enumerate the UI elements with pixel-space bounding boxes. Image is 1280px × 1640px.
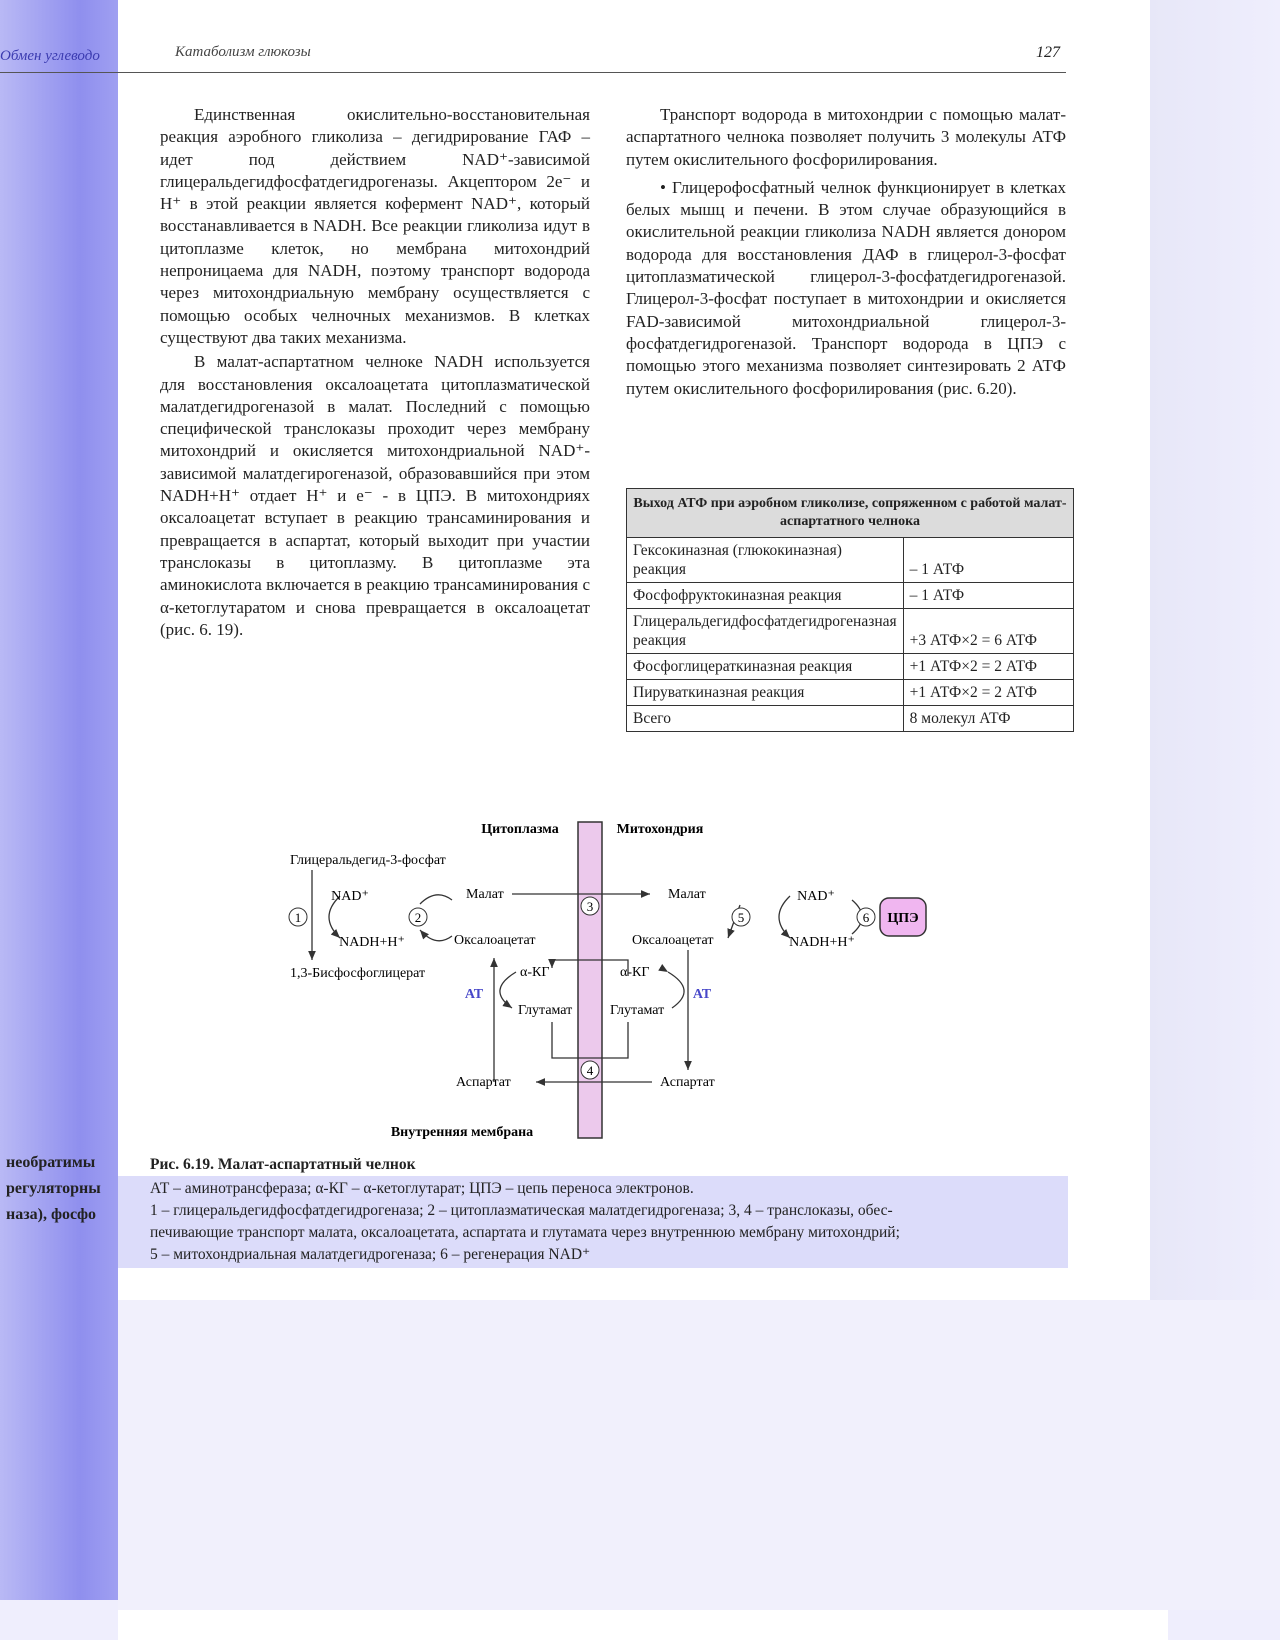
left-fragment-1: необратимы — [6, 1154, 96, 1171]
glu-mit-label: Глутамат — [610, 1003, 665, 1018]
caption-line-3: печивающие транспорт малата, оксалоацетата, аспартата и глутамата через внутреннюю мембрану митохондрий; — [150, 1224, 900, 1241]
malate-mit-label: Малат — [668, 887, 706, 902]
etc-label: ЦПЭ — [887, 911, 919, 926]
table-cell-value: – 1 АТФ — [903, 538, 1073, 583]
table-cell-reaction: Глицеральдегидфосфатдегидрогеназная реакция — [627, 609, 904, 654]
glu-cyt-label: Глутамат — [518, 1003, 573, 1018]
membrane-label: Внутренняя мембрана — [390, 1125, 534, 1140]
oaa-cyt-label: Оксалоацетат — [454, 933, 536, 948]
at-mit-label: АТ — [692, 987, 712, 1002]
table-cell-reaction: Фосфофруктокиназная реакция — [627, 583, 904, 609]
step-1-label: 1 — [294, 910, 302, 925]
step-6-label: 6 — [862, 910, 870, 925]
table-cell-value: +3 АТФ×2 = 6 АТФ — [903, 609, 1073, 654]
asp-mit-label: Аспартат — [660, 1075, 715, 1090]
paragraph-atp-yield: Транспорт водорода в митохондрии с помощью малат-аспартатного челнока позволяет получить 3 молекулы АТФ путем окислительного фосфорилирования. — [626, 105, 1066, 169]
left-fragment-3: наза), фосфо — [6, 1206, 97, 1223]
table-title: Выход АТФ при аэробном гликолизе, сопряженном с работой малат-аспартатного челнока — [627, 489, 1074, 538]
nadh-label-1: NADH+H⁺ — [339, 935, 405, 950]
mdh2-arc-top — [420, 895, 452, 904]
inner-membrane — [578, 822, 602, 1138]
nad-cycle-5 — [779, 896, 790, 938]
asp-cyt-label: Аспартат — [456, 1075, 511, 1090]
nad-label-1: NAD⁺ — [331, 889, 369, 904]
table-cell-reaction: Пируваткиназная реакция — [627, 680, 904, 706]
caption-line-2: 1 – глицеральдегидфосфатдегидрогеназа; 2 – цитоплазматическая малатдегидрогеназа; 3, 4 – транслоказы, обес- — [150, 1202, 893, 1219]
akg-mit-label: α-КГ — [620, 965, 650, 980]
section-running-head: Катаболизм глюкозы — [175, 44, 311, 60]
g3p-label: Глицеральдегид-3-фосфат — [290, 853, 446, 868]
nadh-label-5: NADH+H⁺ — [789, 935, 855, 950]
table-cell-reaction: Всего — [627, 706, 904, 732]
left-fragment-2: регуляторны — [6, 1180, 101, 1197]
table-cell-value: +1 АТФ×2 = 2 АТФ — [903, 654, 1073, 680]
cytoplasm-label: Цитоплазма — [481, 822, 559, 837]
table-cell-reaction: Гексокиназная (глюкокиназная) реакция — [627, 538, 904, 583]
at-cyt-arc — [500, 972, 516, 1008]
paragraph-glycerophosphate: • Глицерофосфатный челнок функционирует в клетках белых мышц и печени. В этом случае образующийся в окислительной реакции гликолиза NADH является донором водорода для восстановления ДАФ в глицерол-3-фосфат цитоплазматической глицерол-3-фосфатдегидрогеназой. Глицерол-3-фосфат поступает в митохондрии и окисляется FAD-зависимой митохондриальной глицерол-3-фосфатдегидрогеназой. Транспорт водорода в ЦПЭ с помощью этого механизма позволяет синтезировать 2 АТФ путем окислительного фосфорилирования (рис. 6.20). — [626, 177, 1066, 398]
malate-cyt-label: Малат — [466, 887, 504, 902]
step-5-label: 5 — [737, 910, 745, 925]
step-4-label: 4 — [586, 1063, 594, 1078]
mitochondria-label: Митохондрия — [616, 822, 704, 837]
paragraph-redox: Единственная окислительно-восстановительная реакция аэробного гликолиза – дегидрирование ГАФ – идет под действием NAD⁺-зависимой глицеральдегидфосфатдегидрогеназы. Акцептором 2e⁻ и H⁺ в этой реакции является кофермент NAD⁺, который восстанавливается в NADH. Все реакции гликолиза идут в цитоплазме клеток, но мембрана митохондрий непроницаема для NADH, поэтому транспорт водорода через митохондриальную мембрану осуществляется с помощью особых челночных механизмов. В клетках существуют два таких механизма. — [160, 105, 590, 347]
table-cell-reaction: Фосфоглицераткиназная реакция — [627, 654, 904, 680]
figure-caption-title: Рис. 6.19. Малат-аспартатный челнок — [150, 1156, 416, 1173]
step-3-label: 3 — [586, 899, 594, 914]
page-bottom-area — [118, 1300, 1280, 1610]
oaa-mit-label: Оксалоацетат — [632, 933, 714, 948]
akg-cyt-label: α-КГ — [520, 965, 550, 980]
at-mit-arc — [668, 972, 684, 1008]
caption-line-1: АТ – аминотрансфераза; α-КГ – α-кетоглутарат; ЦПЭ – цепь переноса электронов. — [150, 1180, 694, 1197]
paragraph-malate-shuttle: В малат-аспартатном челноке NADH используется для восстановления оксалоацетата цитоплазматической малатдегидрогеназой в малат. Последний с помощью специфической транслоказы проходит через мембрану митохондрий и окисляется митохондриальной NAD⁺-зависимой малатдегирогеназой, образовавшийся при этом NADH+H⁺ отдает H⁺ и e⁻ - в ЦПЭ. В митохондриях оксалоацетат вступает в реакцию трансаминирования и превращается в аспартат, который выходит при участии транслоказы в цитоплазму. В цитоплазме эта аминокислота включается в реакцию трансаминирования с α-кетоглутаратом и снова превращается в оксалоацетат (рис. 6. 19). — [160, 352, 590, 639]
table-cell-value: – 1 АТФ — [903, 583, 1073, 609]
caption-line-4: 5 – митохондриальная малатдегидрогеназа; 6 – регенерация NAD⁺ — [150, 1246, 591, 1263]
mdh2-arc-bottom — [420, 930, 452, 941]
table-cell-value: +1 АТФ×2 = 2 АТФ — [903, 680, 1073, 706]
page-number: 127 — [1036, 44, 1060, 61]
nad-label-5: NAD⁺ — [797, 889, 835, 904]
table-cell-value: 8 молекул АТФ — [903, 706, 1073, 732]
step-2-label: 2 — [414, 910, 422, 925]
at-cyt-label: АТ — [464, 987, 484, 1002]
bpg-label: 1,3-Бисфосфоглицерат — [290, 966, 426, 981]
left-running-head: Обмен углеводо — [0, 48, 100, 64]
